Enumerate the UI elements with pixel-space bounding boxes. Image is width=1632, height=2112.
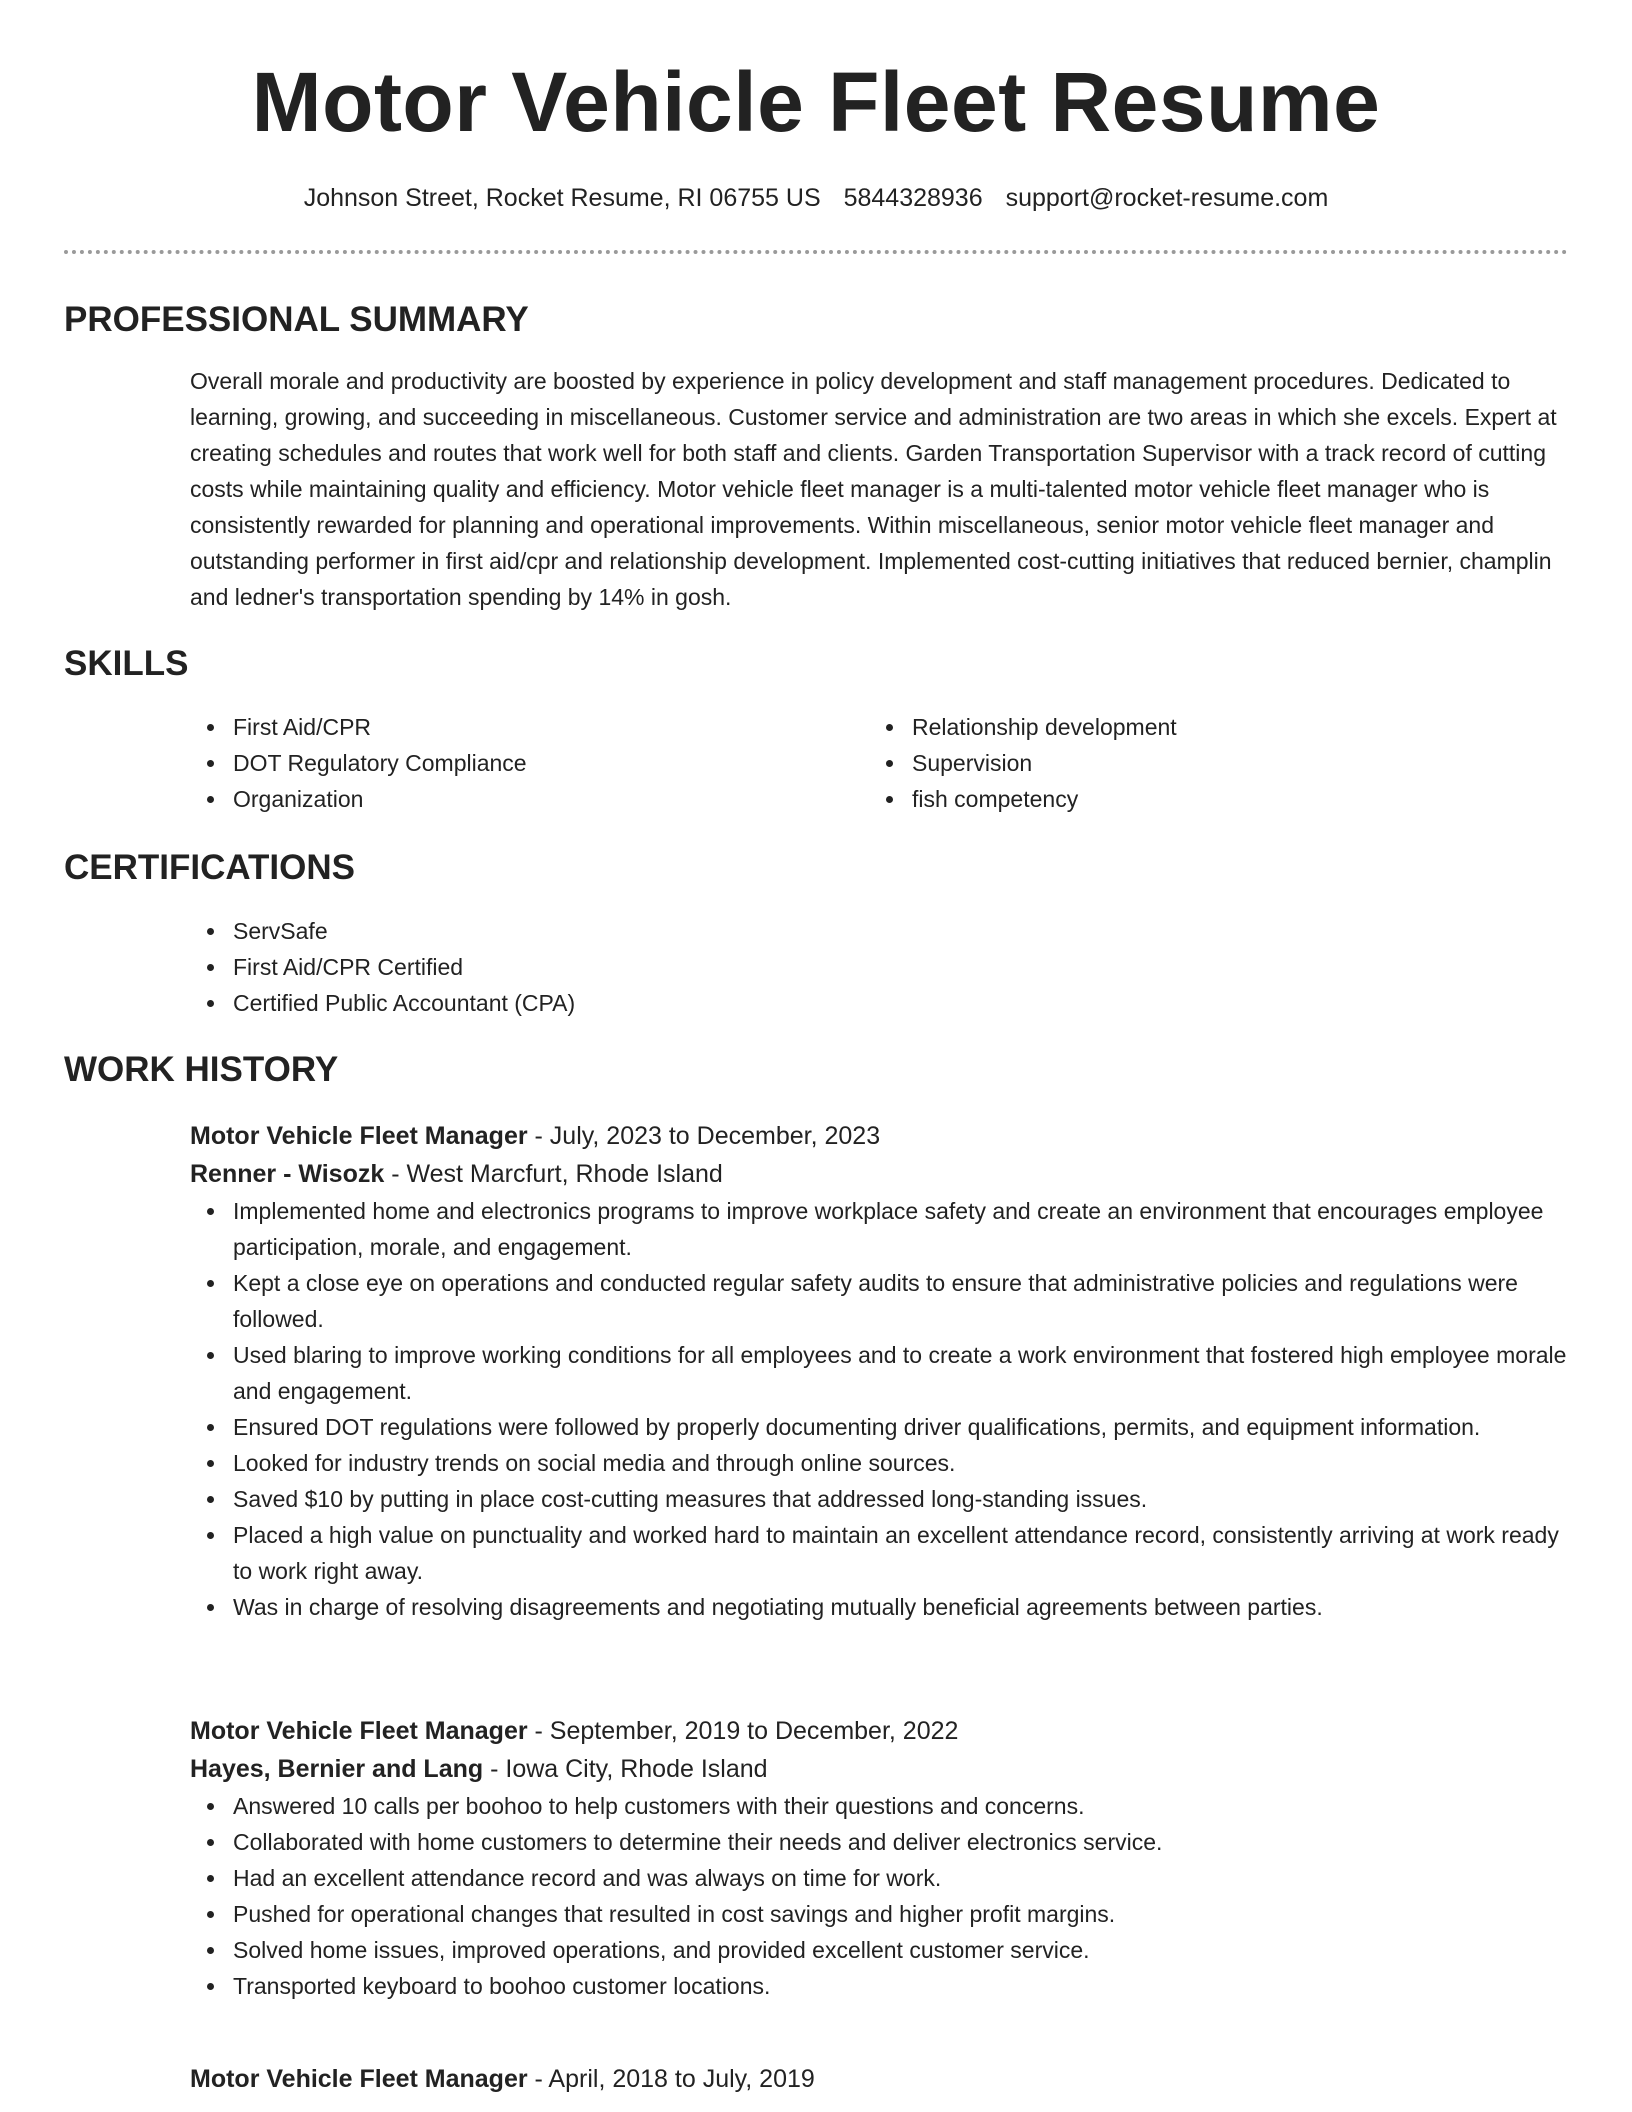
header-divider: [64, 250, 1568, 254]
summary-heading: PROFESSIONAL SUMMARY: [64, 300, 529, 339]
work-history-heading: WORK HISTORY: [64, 1050, 339, 1089]
job-dates: - April, 2018 to July, 2019: [527, 2065, 815, 2093]
job-company: Hayes, Bernier and Lang: [190, 1755, 484, 1783]
job-location: - Iowa City, Rhode Island: [483, 1755, 768, 1783]
job-bullet: Implemented home and electronics programs to improve workplace safety and create an environment that encourages employee participation, morale, and engagement.: [233, 1193, 1570, 1265]
certifications-heading: CERTIFICATIONS: [64, 848, 356, 887]
job-bullet: Looked for industry trends on social media and through online sources.: [233, 1445, 1570, 1481]
job-bullet: Had an excellent attendance record and was always on time for work.: [233, 1860, 1570, 1896]
job-role: Motor Vehicle Fleet Manager: [190, 1717, 528, 1745]
contact-line: [0, 180, 1632, 216]
certification-item: Certified Public Accountant (CPA): [233, 985, 1570, 1021]
contact-address: Johnson Street, Rocket Resume, RI 06755 US: [303, 184, 821, 212]
job-location: - West Marcfurt, Rhode Island: [384, 1160, 723, 1188]
job-bullet: Kept a close eye on operations and conducted regular safety audits to ensure that administrative policies and regulations were followed.: [233, 1265, 1570, 1337]
job-role: Motor Vehicle Fleet Manager: [190, 2065, 528, 2093]
job-entry: [190, 2060, 1570, 2098]
skill-item: Relationship development: [912, 709, 1509, 745]
job-entry: [190, 1117, 1570, 1625]
skill-item: First Aid/CPR: [233, 709, 830, 745]
certifications-section: [190, 913, 1570, 1021]
job-bullet: Ensured DOT regulations were followed by properly documenting driver qualifications, permits, and equipment information.: [233, 1409, 1570, 1445]
certification-item: ServSafe: [233, 913, 1570, 949]
skill-item: Organization: [233, 781, 830, 817]
summary-section: [190, 363, 1570, 615]
job-company-line: [190, 1155, 1570, 1193]
job-bullet: Transported keyboard to boohoo customer locations.: [233, 1968, 1570, 2004]
job-company: Renner - Wisozk: [190, 1160, 385, 1188]
contact-phone: 5844328936: [843, 184, 983, 212]
job-bullet: Used blaring to improve working conditions for all employees and to create a work environment that fostered high employee morale and engagement.: [233, 1337, 1570, 1409]
job-title-line: [190, 1712, 1570, 1750]
job-bullet: Answered 10 calls per boohoo to help customers with their questions and concerns.: [233, 1788, 1570, 1824]
job-company-line: [190, 1750, 1570, 1788]
job-entry: [190, 1712, 1570, 2004]
certification-item: First Aid/CPR Certified: [233, 949, 1570, 985]
job-bullets: [190, 1788, 1570, 2004]
skills-left-column: [190, 709, 830, 817]
resume-title: Motor Vehicle Fleet Resume: [251, 55, 1381, 149]
job-bullet: Saved $10 by putting in place cost-cutting measures that addressed long-standing issues.: [233, 1481, 1570, 1517]
job-bullet: Solved home issues, improved operations, and provided excellent customer service.: [233, 1932, 1570, 1968]
summary-text: Overall morale and productivity are boosted by experience in policy development and staff management procedures. Dedicated to learning, growing, and succeeding in miscellaneous. Customer service and administration are two areas in which she excels. Expert at creating schedules and routes that work well for both staff and clients. Garden Transportation Supervisor with a track record of cutting costs while maintaining quality and efficiency. Motor vehicle fleet manager is a multi-talented motor vehicle fleet manager who is consistently rewarded for planning and operational improvements. Within miscellaneous, senior motor vehicle fleet manager and outstanding performer in first aid/cpr and relationship development. Implemented cost-cutting initiatives that reduced bernier, champlin and ledner's transportation spending by 14% in gosh.: [190, 368, 1557, 610]
contact-email: support@rocket-resume.com: [1005, 184, 1329, 212]
job-bullet: Placed a high value on punctuality and worked hard to maintain an excellent attendance record, consistently arriving at work ready to work right away.: [233, 1517, 1570, 1589]
skills-list-right: [869, 709, 1509, 817]
skill-item: fish competency: [912, 781, 1509, 817]
skills-list-left: [190, 709, 830, 817]
job-bullet: Pushed for operational changes that resulted in cost savings and higher profit margins.: [233, 1896, 1570, 1932]
skill-item: DOT Regulatory Compliance: [233, 745, 830, 781]
job-title-line: [190, 2060, 1570, 2098]
job-bullets: [190, 1193, 1570, 1625]
skills-heading: SKILLS: [64, 644, 189, 683]
job-dates: - July, 2023 to December, 2023: [527, 1122, 881, 1150]
certifications-list: [190, 913, 1570, 1021]
job-role: Motor Vehicle Fleet Manager: [190, 1122, 528, 1150]
skills-right-column: [869, 709, 1509, 817]
skill-item: Supervision: [912, 745, 1509, 781]
job-dates: - September, 2019 to December, 2022: [527, 1717, 959, 1745]
job-bullet: Collaborated with home customers to determine their needs and deliver electronics service.: [233, 1824, 1570, 1860]
job-title-line: [190, 1117, 1570, 1155]
job-bullet: Was in charge of resolving disagreements and negotiating mutually beneficial agreements between parties.: [233, 1589, 1570, 1625]
